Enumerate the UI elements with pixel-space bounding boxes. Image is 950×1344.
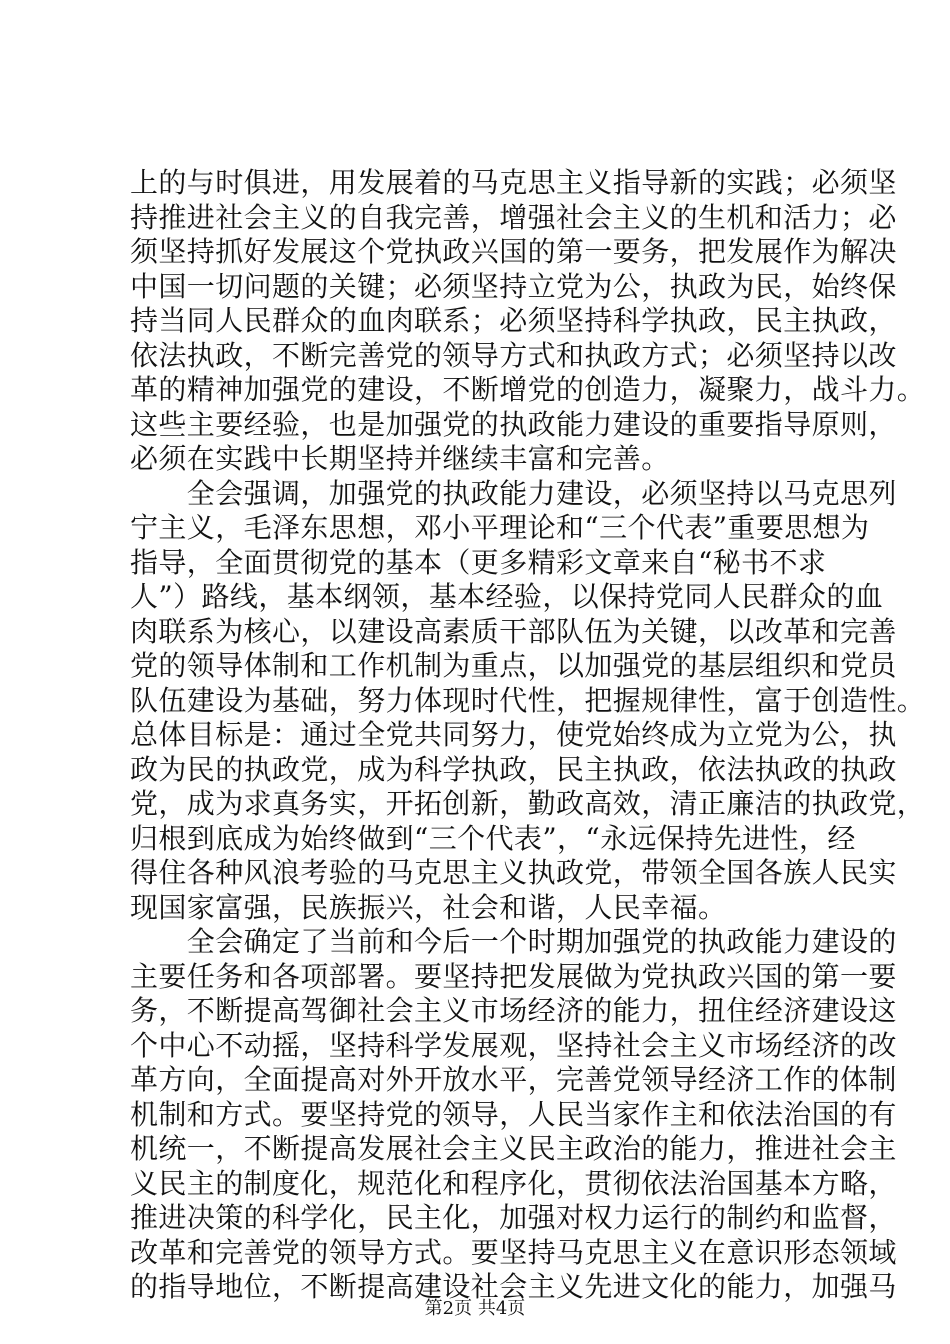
text-line: 机统一，不断提高发展社会主义民主政治的能力，推进社会主 — [130, 1132, 897, 1165]
text-line: 全会确定了当前和今后一个时期加强党的执政能力建设的 — [130, 925, 897, 958]
text-line: 的指导地位，不断提高建设社会主义先进文化的能力，加强马 — [130, 1270, 897, 1303]
text-line: 持推进社会主义的自我完善，增强社会主义的生机和活力；必 — [130, 200, 897, 234]
text-line: 全会强调，加强党的执政能力建设，必须坚持以马克思列 — [130, 476, 897, 510]
text-line: 上的与时俱进，用发展着的马克思主义指导新的实践；必须坚 — [130, 166, 897, 199]
text-line: 现国家富强，民族振兴，社会和谐，人民幸福。 — [130, 890, 727, 924]
text-line: 政为民的执政党，成为科学执政，民主执政，依法执政的执政 — [130, 752, 897, 786]
text-line: 党，成为求真务实，开拓创新，勤政高效，清正廉洁的执政党， — [130, 787, 926, 820]
document-body — [130, 166, 926, 1305]
text-line: 持当同人民群众的血肉联系；必须坚持科学执政，民主执政， — [130, 304, 897, 337]
text-line: 人”）路线，基本纲领，基本经验，以保持党同人民群众的血 — [130, 580, 884, 613]
text-line: 必须在实践中长期坚持并继续丰富和完善。 — [130, 442, 670, 475]
text-line: 中国一切问题的关键；必须坚持立党为公，执政为民，始终保 — [130, 269, 897, 303]
text-line: 改革和完善党的领导方式。要坚持马克思主义在意识形态领域 — [130, 1235, 897, 1269]
text-line: 务，不断提高驾御社会主义市场经济的能力，扭住经济建设这 — [130, 994, 897, 1027]
text-line: 这些主要经验，也是加强党的执政能力建设的重要指导原则， — [130, 407, 897, 441]
text-line: 革的精神加强党的建设，不断增党的创造力，凝聚力，战斗力。 — [130, 373, 926, 406]
text-line: 推进决策的科学化，民主化，加强对权力运行的制约和监督， — [130, 1201, 897, 1234]
text-line: 肉联系为核心，以建设高素质干部队伍为关键，以改革和完善 — [130, 614, 897, 648]
text-line: 总体目标是：通过全党共同努力，使党始终成为立党为公，执 — [130, 718, 897, 751]
text-line: 须坚持抓好发展这个党执政兴国的第一要务，把发展作为解决 — [130, 235, 897, 268]
text-line: 归根到底成为始终做到“三个代表”，“永远保持先进性，经 — [130, 821, 856, 855]
text-line: 机制和方式。要坚持党的领导，人民当家作主和依法治国的有 — [130, 1097, 897, 1131]
text-line: 党的领导体制和工作机制为重点，以加强党的基层组织和党员 — [130, 649, 897, 682]
text-line: 队伍建设为基础，努力体现时代性，把握规律性，富于创造性。 — [130, 683, 926, 717]
text-line: 指导，全面贯彻党的基本（更多精彩文章来自“秘书不求 — [130, 545, 827, 579]
text-line: 得住各种风浪考验的马克思主义执政党，带领全国各族人民实 — [130, 856, 897, 889]
text-line: 宁主义，毛泽东思想，邓小平理论和“三个代表”重要思想为 — [130, 511, 870, 544]
text-line: 义民主的制度化，规范化和程序化，贯彻依法治国基本方略， — [130, 1166, 897, 1200]
text-line: 依法执政，不断完善党的领导方式和执政方式；必须坚持以改 — [130, 338, 897, 372]
text-line: 个中心不动摇，坚持科学发展观，坚持社会主义市场经济的改 — [130, 1028, 897, 1062]
text-line: 革方向，全面提高对外开放水平，完善党领导经济工作的体制 — [130, 1063, 897, 1096]
page-number-footer: 第2页 共4页 — [424, 1298, 526, 1319]
text-line: 主要任务和各项部署。要坚持把发展做为党执政兴国的第一要 — [130, 959, 897, 993]
